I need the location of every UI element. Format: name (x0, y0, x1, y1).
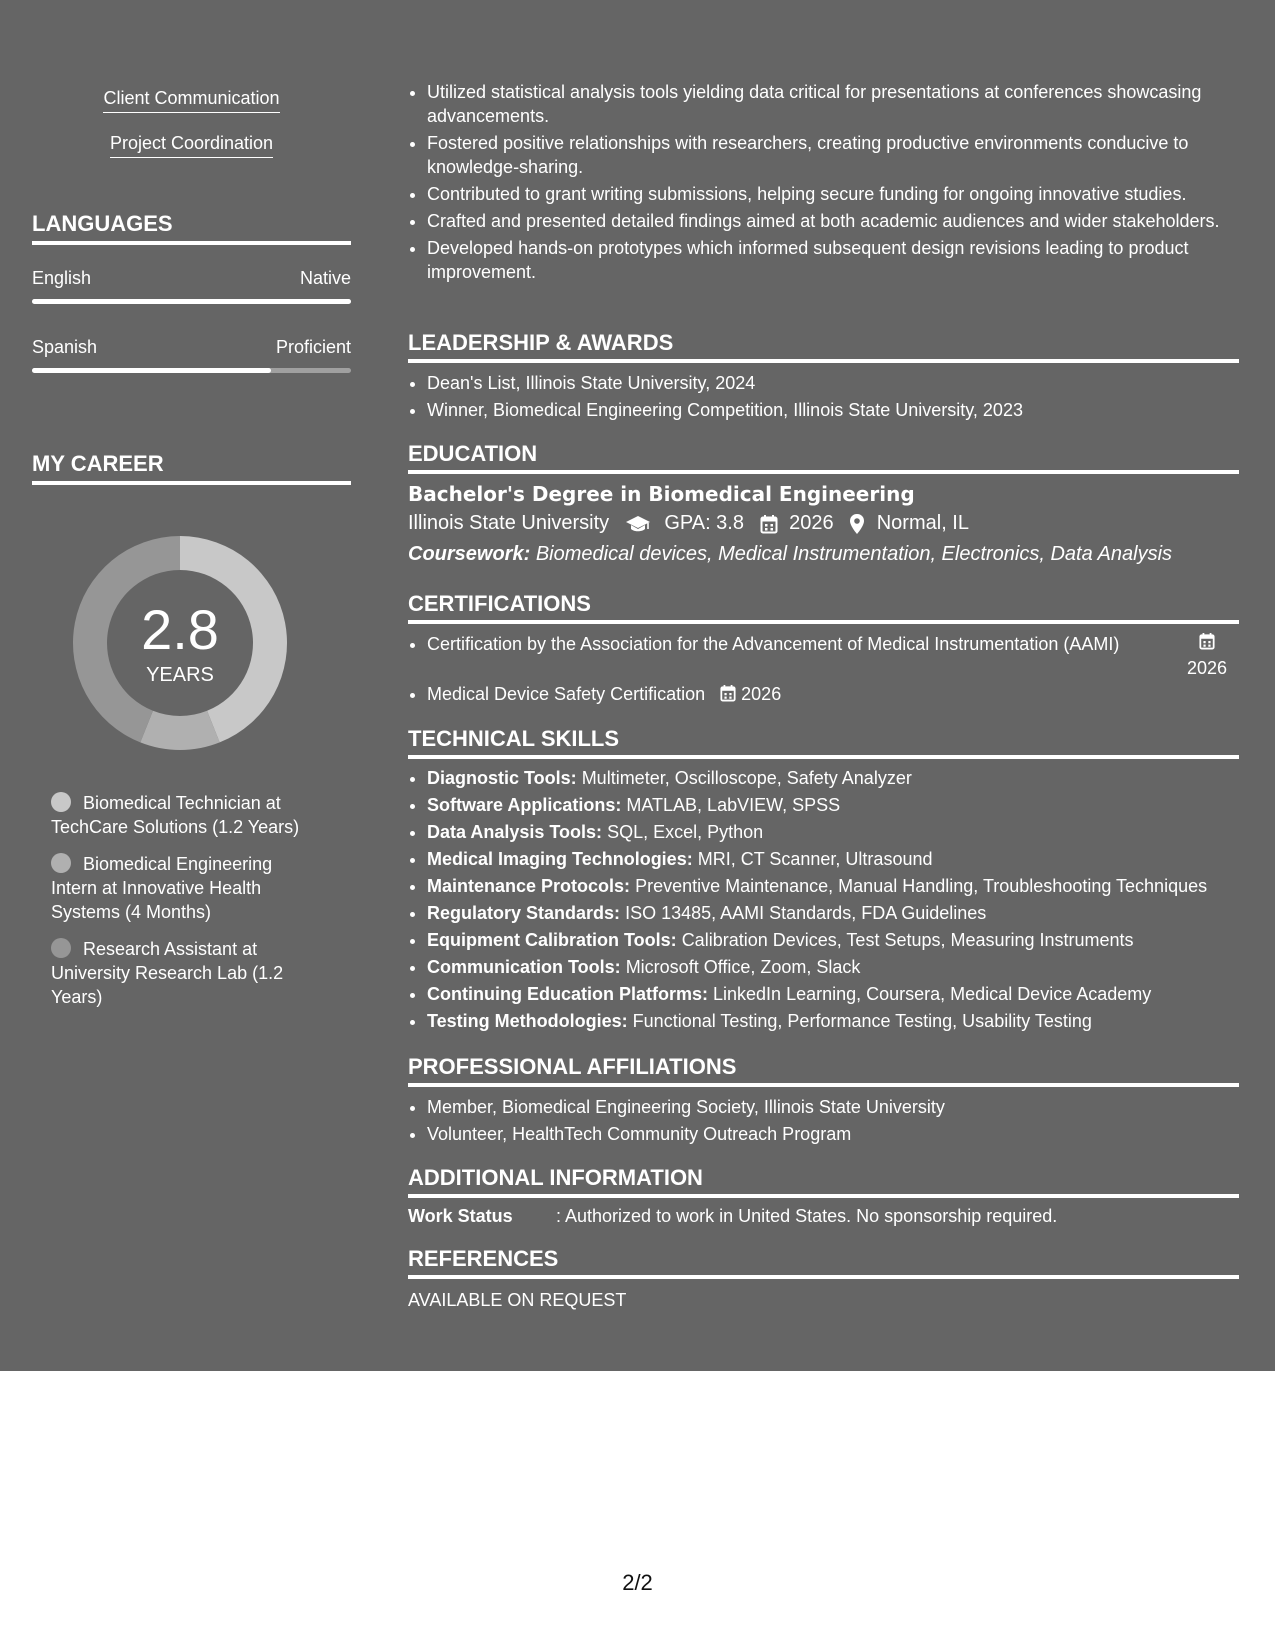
work-status-label: Work Status (408, 1206, 513, 1226)
school-name: Illinois State University (408, 512, 610, 535)
career-total (67, 530, 293, 756)
list-item: • Volunteer, HealthTech Community Outreach Program (427, 1122, 1239, 1146)
list-item (427, 983, 1239, 1007)
list-item (427, 1010, 1239, 1034)
affiliations-heading: PROFESSIONAL AFFILIATIONS (408, 1054, 1239, 1087)
gpa: GPA: 3.8 (664, 512, 744, 535)
list-item (427, 767, 1239, 791)
skill-values: Functional Testing, Performance Testing, Usability Testing (632, 1011, 1092, 1031)
career-legend-label: Research Assistant at University Research Lab (1.2 Years) (51, 939, 284, 1007)
skill-label: Project Coordination (110, 133, 273, 158)
degree-title: Bachelor's Degree in Biomedical Engineering (408, 482, 915, 506)
skill-category: Maintenance Protocols: (427, 876, 631, 896)
coursework-label: Coursework: (408, 543, 531, 565)
coursework (408, 543, 1172, 566)
skill-category: Equipment Calibration Tools: (427, 930, 677, 950)
career-legend-item (51, 937, 321, 1009)
languages-heading: LANGUAGES (32, 211, 351, 245)
skill-category: Testing Methodologies: (427, 1011, 628, 1031)
skill-values: MRI, CT Scanner, Ultrasound (697, 849, 933, 869)
work-status-value: : Authorized to work in United States. No sponsorship required. (556, 1206, 1058, 1226)
calendar-icon (760, 512, 784, 534)
skill-label: Client Communication (103, 88, 279, 113)
skill-link[interactable] (32, 88, 351, 113)
language-name: English (32, 268, 92, 288)
list-item: • Dean's List, Illinois State University, 2024 (427, 371, 1239, 395)
skill-category: Communication Tools: (427, 957, 621, 977)
education-details (408, 512, 969, 535)
list-item: • Utilized statistical analysis tools yielding data critical for presentations at conferences showcasing advancements. (427, 80, 1239, 128)
legend-dot-icon (51, 853, 71, 873)
skill-values: Calibration Devices, Test Setups, Measuring Instruments (681, 930, 1134, 950)
legend-dot-icon (51, 938, 71, 958)
list-item (427, 902, 1239, 926)
list-item: • Winner, Biomedical Engineering Competition, Illinois State University, 2023 (427, 398, 1239, 422)
skill-link[interactable] (32, 133, 351, 158)
language-bar-fill (32, 299, 351, 304)
certification-name: Medical Device Safety Certification (427, 684, 706, 704)
skill-category: Medical Imaging Technologies: (427, 849, 693, 869)
calendar-icon (1199, 632, 1215, 650)
list-item: • Developed hands-on prototypes which informed subsequent design revisions leading to product improvement. (427, 236, 1239, 284)
career-total-value: 2.8 (141, 598, 219, 661)
skill-values: Preventive Maintenance, Manual Handling, Troubleshooting Techniques (635, 876, 1208, 896)
career-legend-label: Biomedical Engineering Intern at Innovative Health Systems (4 Months) (51, 854, 273, 922)
list-item (427, 632, 1239, 680)
skill-category: Diagnostic Tools: (427, 768, 577, 788)
language-bar (32, 299, 351, 304)
certifications-heading: CERTIFICATIONS (408, 591, 1239, 624)
list-item (427, 821, 1239, 845)
references-heading: REFERENCES (408, 1246, 1239, 1279)
skill-values: MATLAB, LabVIEW, SPSS (626, 795, 841, 815)
career-legend-label: Biomedical Technician at TechCare Solutions (1.2 Years) (51, 793, 300, 837)
certification-year: 2026 (1186, 658, 1228, 678)
leadership-list (408, 371, 1239, 425)
list-item: • Member, Biomedical Engineering Society, Illinois State University (427, 1095, 1239, 1119)
language-level: Native (299, 268, 351, 288)
career-legend-item (51, 852, 321, 924)
references-text: AVAILABLE ON REQUEST (408, 1290, 627, 1310)
list-item: • Crafted and presented detailed findings aimed at both academic audiences and wider stakeholders. (427, 209, 1239, 233)
list-item (427, 682, 1239, 706)
map-pin-icon (849, 512, 871, 534)
language-bar-fill (32, 368, 271, 373)
legend-dot-icon (51, 792, 71, 812)
language-bar (32, 368, 351, 373)
education-heading: EDUCATION (408, 441, 1239, 474)
career-legend-item (51, 791, 321, 839)
work-status (408, 1206, 1057, 1227)
list-item (427, 956, 1239, 980)
page-number: 2/2 (622, 1570, 653, 1595)
skill-values: ISO 13485, AAMI Standards, FDA Guidelines (625, 903, 987, 923)
technical-skills-list (408, 767, 1239, 1037)
skill-values: LinkedIn Learning, Coursera, Medical Device Academy (713, 984, 1152, 1004)
list-item (427, 848, 1239, 872)
skill-category: Continuing Education Platforms: (427, 984, 708, 1004)
skill-category: Software Applications: (427, 795, 622, 815)
skill-category: Data Analysis Tools: (427, 822, 603, 842)
language-name: Spanish (32, 337, 98, 357)
list-item (427, 794, 1239, 818)
graduation-cap-icon (625, 512, 657, 534)
affiliations-list (408, 1095, 1239, 1149)
certification-date (1175, 632, 1239, 680)
language-level: Proficient (275, 337, 351, 357)
certification-year: 2026 (741, 684, 782, 704)
list-item: • Contributed to grant writing submissions, helping secure funding for ongoing innovative studies. (427, 182, 1239, 206)
skill-values: Multimeter, Oscilloscope, Safety Analyzer (581, 768, 912, 788)
coursework-value: Biomedical devices, Medical Instrumentation, Electronics, Data Analysis (535, 543, 1173, 565)
certification-name: Certification by the Association for the Advancement of Medical Instrumentation (AAMI) (427, 634, 1120, 654)
career-heading: MY CAREER (32, 451, 351, 485)
list-item (427, 875, 1239, 899)
skill-category: Regulatory Standards: (427, 903, 621, 923)
technical-skills-heading: TECHNICAL SKILLS (408, 726, 1239, 759)
calendar-icon (720, 684, 736, 702)
certifications-list (408, 632, 1239, 709)
list-item: • Fostered positive relationships with researchers, creating productive environments conducive to knowledge-sharing. (427, 131, 1239, 179)
school-location: Normal, IL (876, 512, 969, 535)
skill-values: SQL, Excel, Python (607, 822, 764, 842)
additional-info-heading: ADDITIONAL INFORMATION (408, 1165, 1239, 1198)
graduation-year: 2026 (789, 512, 834, 535)
list-item (427, 929, 1239, 953)
career-total-unit: YEARS (146, 664, 214, 686)
skill-values: Microsoft Office, Zoom, Slack (625, 957, 861, 977)
experience-bullets (408, 80, 1239, 287)
leadership-heading: LEADERSHIP & AWARDS (408, 330, 1239, 363)
